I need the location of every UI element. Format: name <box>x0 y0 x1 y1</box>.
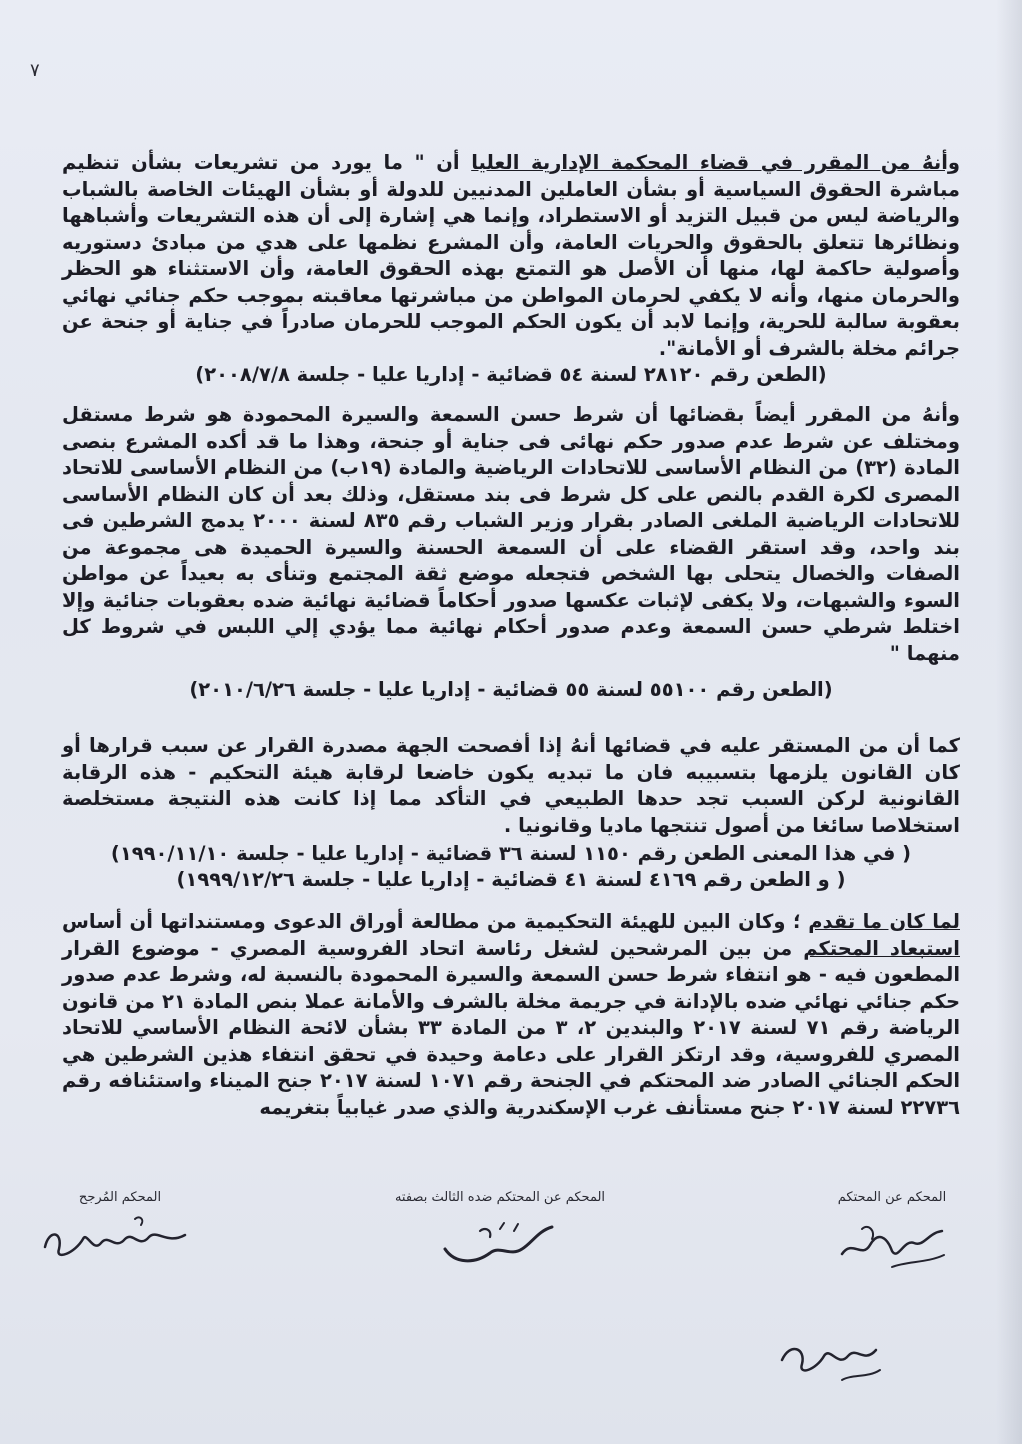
signature-left-label: المحكم المُرجح <box>78 1190 162 1205</box>
page-number: ٧ <box>30 60 40 81</box>
signature-middle-label: المحكم عن المحتكم ضده الثالث بصفته <box>394 1190 606 1205</box>
paragraph-3: كما أن من المستقر عليه في قضائها أنهُ إذا أفصحت الجهة مصدرة القرار عن سبب قرارها أو كان القانون يلزمها بتسبيبه فان ما تبديه يكون خاضعا لرقابة هيئة التحكيم - هذه الرقابة القانونية لركن السبب تجد حدها الطبيعي في التأكد مما إذا كانت هذه النتيجة مستخلصة استخلاصا سائغا من أصول تنتجها ماديا وقانونيا . <box>62 734 960 837</box>
paragraph-1 <box>62 150 960 362</box>
signature-bottom-handwriting-icon <box>772 1320 892 1390</box>
paragraph-4-underlined-1: لما كان ما تقدم <box>808 910 960 933</box>
signature-middle <box>330 1190 670 1279</box>
paragraph-4 <box>62 909 960 1121</box>
paragraph-1-underlined: وأنهُ من المقرر في قضاء المحكمة الإدارية العليا <box>471 151 961 174</box>
citation-4: ( و الطعن رقم ٤١٦٩ لسنة ٤١ قضائية - إداريا عليا - جلسة ١٩٩٩/١٢/٢٦) <box>176 868 846 891</box>
signature-right-handwriting-icon <box>832 1209 952 1279</box>
signature-right-label: المحكم عن المحتكم <box>837 1190 947 1205</box>
signature-left <box>20 1190 220 1269</box>
signature-block <box>0 1190 1022 1390</box>
signature-middle-handwriting-icon <box>430 1209 570 1279</box>
paragraph-1-text: أن " ما يورد من تشريعات بشأن تنظيم مباشرة الحقوق السياسية أو بشأن العاملين المدنيين للدولة أو بشأن الهيئات الخاصة بالشباب والرياضة ليس من قبيل التزيد أو الاستطراد، وإنما هي إشارة إلى أن هذه التشريعات وأشباهها ونظائرها تتعلق بالحقوق والحريات العامة، وأن المشرع نظمها على هدي من مبادئ دستوريه وأصولية حاكمة لها، منها أن الأصل هو التمتع بهذه الحقوق العامة، وأن الاستثناء هو الحظر والحرمان منها، وأنه لا يكفي لحرمان المواطن من مباشرتها معاقبته بموجب حكم جنائي نهائي بعقوبة سالبة للحرية، وإنما لابد أن يكون الحكم الموجب للحرمان صادراً في جناية أو جنحة عن جرائم مخلة بالشرف أو الأمانة". <box>62 151 960 360</box>
signature-left-handwriting-icon <box>35 1209 205 1269</box>
citation-3: ( في هذا المعنى الطعن رقم ١١٥٠ لسنة ٣٦ قضائية - إداريا عليا - جلسة ١٩٩٠/١١/١٠) <box>110 842 912 865</box>
document-body <box>62 150 960 1121</box>
paragraph-4-underlined-2: استبعاد المحتكم <box>803 936 960 960</box>
paragraph-2: وأنهُ من المقرر أيضاً بقضائها أن شرط حسن السمعة والسيرة المحمودة هو شرط مستقل ومختلف عن شرط عدم صدور حكم نهائى فى جناية أو جنحة، وهذا ما قد أكده المشرع بنصى المادة (٣٢) من النظام الأساسى للاتحادات الرياضية والمادة (١٩ب) من النظام الأساسى للاتحاد المصرى لكرة القدم بالنص على كل شرط فى بند مستقل، وذلك بعد أن كان النظام الأساسى للاتحادات الرياضية الملغى الصادر بقرار وزير الشباب رقم ٨٣٥ لسنة ٢٠٠٠ يدمج الشرطين فى بند واحد، وقد استقر القضاء على أن السمعة الحسنة والسيرة الحميدة هى مجموعة من الصفات والخصال يتحلى بها الشخص فتجعله موضع ثقة المجتمع وتنأى به بعيداً عن مواطن السوء والشبهات، ولا يكفى لإثبات عكسها صدور أحكاماً قضائية نهائية ضده بعقوبات جنائية وإلا اختلط شرطي حسن السمعة وعدم صدور أحكام نهائية مما يؤدي إلي اللبس في شروط كل منهما " <box>62 403 961 665</box>
paragraph-4-text-1: ؛ وكان البين للهيئة التحكيمية من مطالعة أوراق الدعوى ومستنداتها أن أساس <box>62 910 809 933</box>
citation-2: (الطعن رقم ٥٥١٠٠ لسنة ٥٥ قضائية - إداريا عليا - جلسة ٢٠١٠/٦/٢٦) <box>189 678 833 701</box>
citation-1: (الطعن رقم ٢٨١٢٠ لسنة ٥٤ قضائية - إداريا عليا - جلسة ٢٠٠٨/٧/٨) <box>195 363 827 386</box>
signature-right <box>792 1190 992 1279</box>
paragraph-4-text-2: من بين المرشحين لشغل رئاسة اتحاد الفروسية المصري - موضوع القرار المطعون فيه - هو انتفاء شرط حسن السمعة والسيرة المحمودة بالنسبة له، وشرط عدم صدور حكم جنائي نهائي ضده بالإدانة في جريمة مخلة بالشرف والأمانة عملا بنص المادة ٢١ من قانون الرياضة رقم ٧١ لسنة ٢٠١٧ والبندين ٢، ٣ من المادة ٣٣ بشأن لائحة النظام الأساسي للاتحاد المصري للفروسية، وقد ارتكز القرار على دعامة وحيدة في تحقق انتفاء هذين الشرطين هي الحكم الجنائي الصادر ضد المحتكم في الجنحة رقم ١٠٧١ لسنة ٢٠١٧ جنح الميناء واستئنافه رقم ٢٢٧٣٦ لسنة ٢٠١٧ جنح مستأنف غرب الإسكندرية والذي صدر غيابياً بتغريمه <box>62 936 961 1119</box>
